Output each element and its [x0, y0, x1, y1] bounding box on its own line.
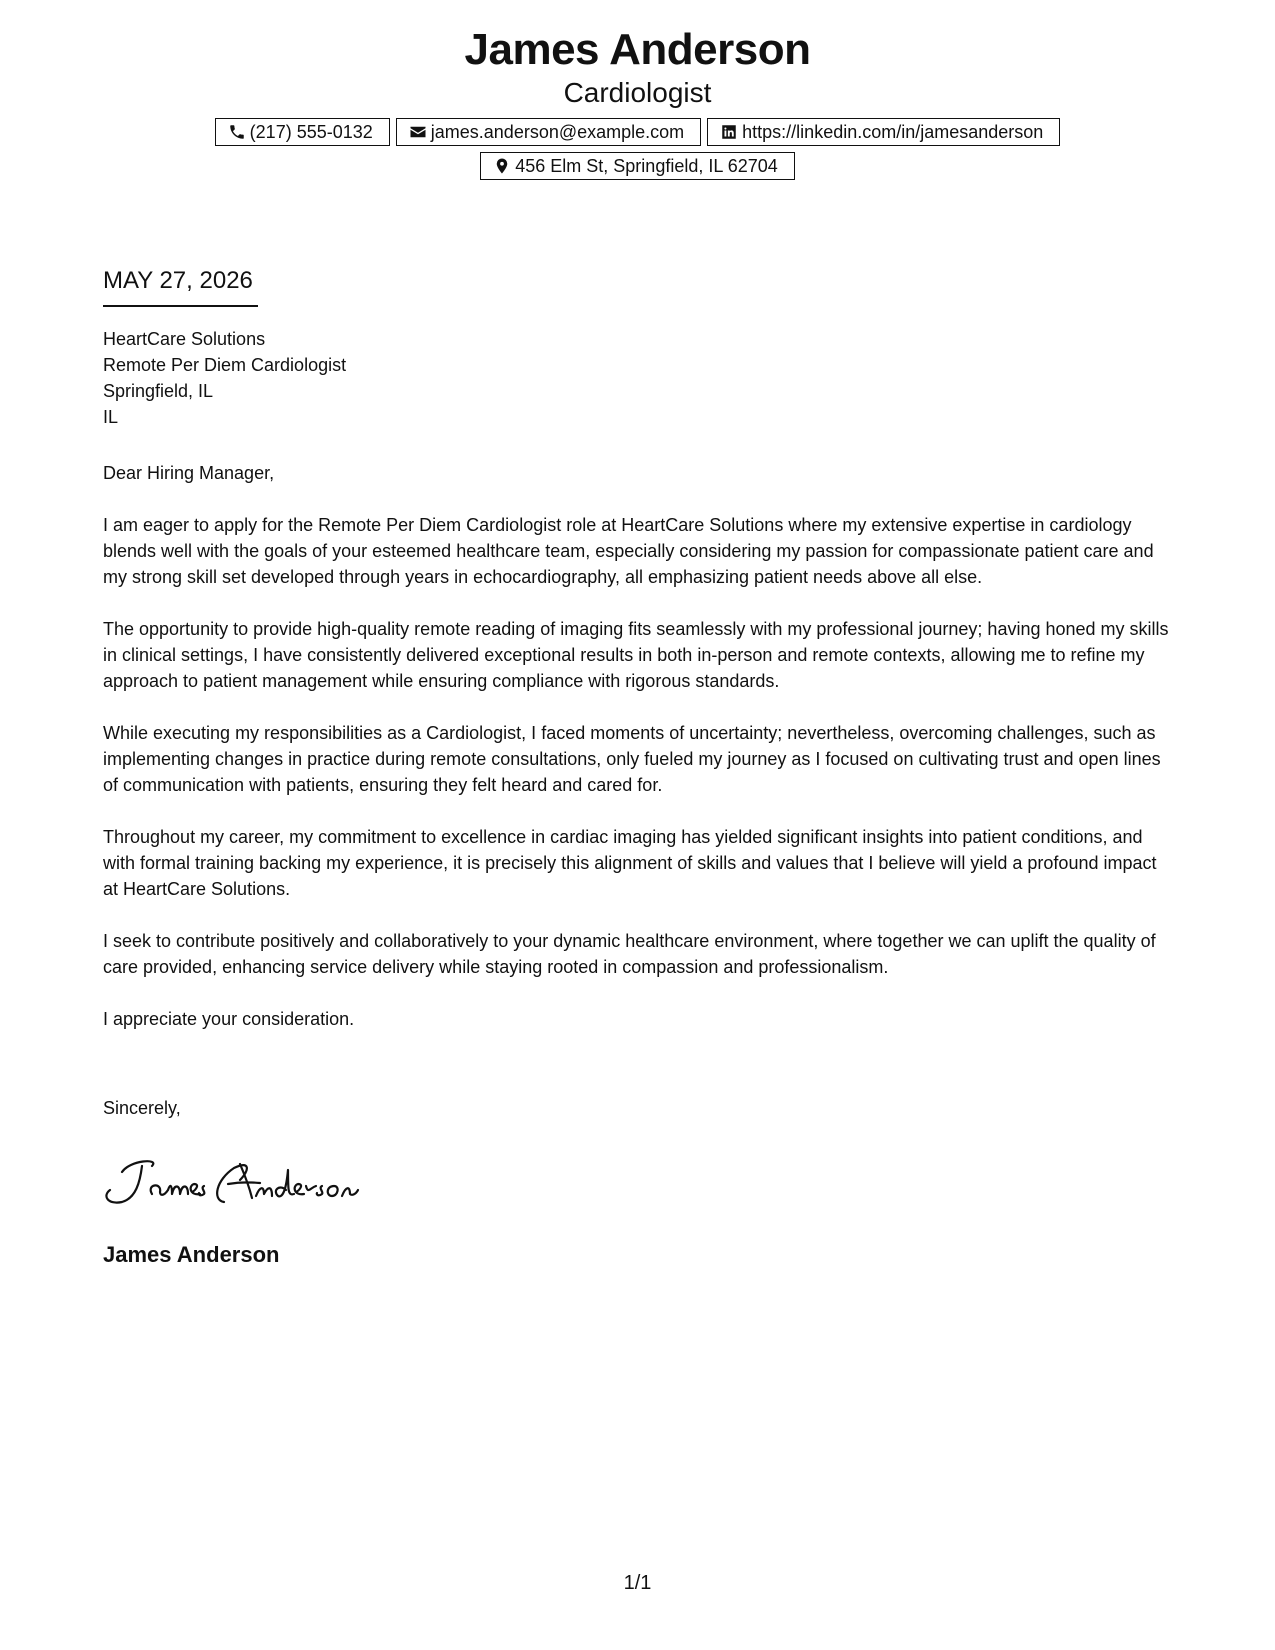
- salutation: Dear Hiring Manager,: [103, 463, 275, 483]
- paragraph: I am eager to apply for the Remote Per Diem Cardiologist role at HeartCare Solutions where my extensive expertise in cardiology blends well with the goals of your esteemed healthcare team, especially considering my passion for compassionate patient care and my strong skill set developed through years in echocardiography, all emphasizing patient needs above all else.: [103, 515, 1154, 587]
- paragraph: While executing my responsibilities as a Cardiologist, I faced moments of uncertainty; nevertheless, overcoming challenges, such as implementing changes in practice during remote consultations, only fueled my journey as I focused on cultivating trust and open lines of communication with patients, ensuring they felt heard and cared for.: [103, 723, 1161, 795]
- applicant-name: James Anderson: [464, 25, 811, 74]
- letter-body: [103, 460, 1175, 1058]
- linkedin-icon: [720, 123, 738, 141]
- letter-date: MAY 27, 2026: [103, 267, 253, 294]
- address-row: [0, 152, 1275, 180]
- paragraph: I appreciate your consideration.: [103, 1009, 355, 1029]
- map-marker-icon: [493, 157, 511, 175]
- paragraph: I seek to contribute positively and collaboratively to your dynamic healthcare environment, where together we can uplift the quality of care provided, enhancing service delivery while staying rooted in compassion and professionalism.: [103, 931, 1156, 977]
- closing: Sincerely,: [103, 1098, 181, 1118]
- linkedin-chip[interactable]: [707, 118, 1060, 146]
- phone-icon: [228, 123, 246, 141]
- paragraph: The opportunity to provide high-quality remote reading of imaging fits seamlessly with my professional journey; having honed my skills in clinical settings, I have consistently delivered exceptional results in both in-person and remote contexts, allowing me to refine my approach to patient management while ensuring compliance with rigorous standards.: [103, 619, 1169, 691]
- address-text: 456 Elm St, Springfield, IL 62704: [515, 155, 778, 176]
- contact-row: [0, 118, 1275, 146]
- email-chip[interactable]: [396, 118, 701, 146]
- paragraph: Throughout my career, my commitment to excellence in cardiac imaging has yielded significant insights into patient conditions, and with formal training backing my experience, it is precisely this alignment of skills and values that I believe will yield a profound impact at HeartCare Solutions.: [103, 827, 1157, 899]
- recipient-role: Remote Per Diem Cardiologist: [103, 355, 347, 375]
- date-underline: [103, 305, 258, 307]
- recipient-state: IL: [103, 407, 119, 427]
- recipient-company: HeartCare Solutions: [103, 329, 266, 349]
- signer-name: James Anderson: [103, 1242, 280, 1267]
- address-chip[interactable]: [480, 152, 795, 180]
- envelope-icon: [409, 123, 427, 141]
- phone-text: (217) 555-0132: [249, 121, 373, 142]
- handwritten-signature: [100, 1150, 400, 1220]
- page-number: 1/1: [623, 1572, 652, 1594]
- linkedin-text: https://linkedin.com/in/jamesanderson: [742, 121, 1044, 142]
- phone-chip[interactable]: [215, 118, 390, 146]
- recipient-city: Springfield, IL: [103, 381, 214, 401]
- recipient-block: [103, 326, 1175, 430]
- resume-header: [0, 24, 1275, 180]
- email-text: james.anderson@example.com: [430, 121, 685, 142]
- applicant-title: Cardiologist: [563, 77, 712, 108]
